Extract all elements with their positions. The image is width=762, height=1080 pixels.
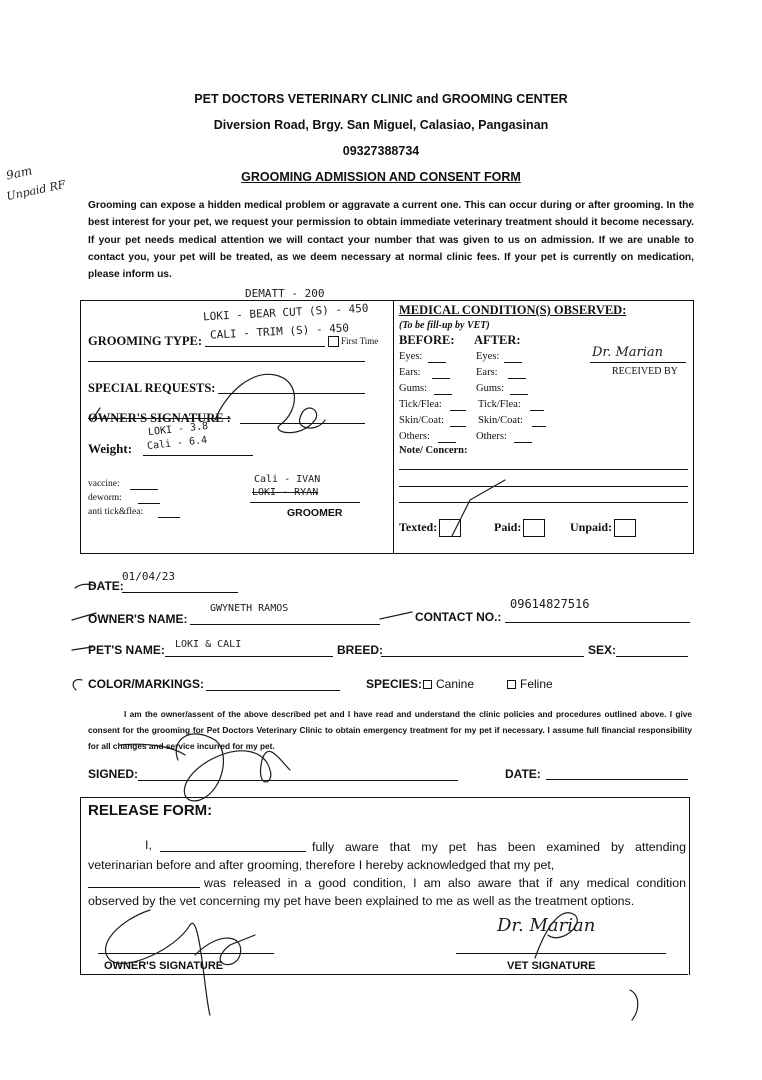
- release-vet-signature-label: VET SIGNATURE: [507, 960, 596, 972]
- intro-paragraph: Grooming can expose a hidden medical problem or aggravate a current one. This can occur during or after grooming. In the best interest for your pet, we request your permission to obtain immediate veterinary treatment should it become necessary. If your pet needs medical attention we will contact your number that was given to us on admission. If we are unable to contact you, your pet will be treated, as we deem necessary at normal clinic fees. If your pet is currently on medication, please inform us.: [88, 200, 694, 281]
- grooming-type-loki: LOKI - BEAR CUT (S) - 450: [202, 301, 369, 324]
- groomer-label: GROOMER: [287, 507, 343, 519]
- after-skin-coat: Skin/Coat:: [478, 415, 523, 426]
- before-ears: Ears:: [399, 367, 421, 378]
- clinic-address: Diversion Road, Brgy. San Miguel, Calasiao, Pangasinan: [213, 118, 549, 132]
- after-gums: Gums:: [476, 383, 505, 394]
- weight-label: Weight:: [88, 441, 133, 456]
- before-eyes: Eyes:: [399, 351, 423, 362]
- after-label: AFTER:: [474, 333, 521, 347]
- owner-name-label: OWNER'S NAME:: [88, 612, 188, 626]
- pet-name-label: PET'S NAME:: [88, 643, 165, 657]
- release-text-2: was released in a good condition, I am also aware that if any medical condition observed by the vet concerning my pet have been explained to me as well as the treatment options.: [88, 876, 686, 908]
- pet-name-value: LOKI & CALI: [175, 639, 242, 650]
- consent-paragraph: I am the owner/assent of the above described pet and I have read and understand the clinic policies and procedures outlined above. I give consent for the grooming for Pet Doctors Veterinary Clinic to obtain emergency treatment for my pet if necessary. I assume full financial responsibility for all changes and service incurred for my pet.: [88, 709, 692, 751]
- date-label: DATE:: [88, 579, 124, 593]
- texted-label: Texted:: [399, 519, 438, 534]
- before-label: BEFORE:: [399, 333, 455, 347]
- release-text-1: fully aware that my pet has been examined by attending veterinarian before and after grooming, therefore I hereby acknowledged that my pet,: [88, 840, 686, 872]
- special-requests-label: SPECIAL REQUESTS:: [88, 381, 216, 395]
- medical-title: MEDICAL CONDITION(S) OBSERVED:: [399, 303, 627, 317]
- canine-label: Canine: [436, 677, 475, 691]
- release-owner-signature-label: OWNER'S SIGNATURE: [104, 960, 224, 972]
- clinic-name: PET DOCTORS VETERINARY CLINIC and GROOMING CENTER: [194, 92, 568, 106]
- breed-label: BREED:: [337, 643, 384, 657]
- weight-loki: LOKI - 3.8: [147, 420, 209, 439]
- groomer-cali: Cali - IVAN: [254, 474, 321, 485]
- clinic-phone: 09327388734: [342, 144, 420, 158]
- grooming-type-cali: CALI - TRIM (S) - 450: [209, 321, 350, 342]
- date-value: 01/04/23: [122, 570, 175, 583]
- vet-handwritten-name: Dr. Marian: [497, 915, 596, 936]
- owner-signature-scribble: [215, 374, 325, 432]
- after-ears: Ears:: [476, 367, 498, 378]
- deworm-label: deworm:: [88, 493, 122, 503]
- feline-label: Feline: [520, 677, 553, 691]
- medical-subtitle: (To be fill-up by VET): [399, 320, 490, 331]
- release-i-label: I,: [145, 838, 152, 852]
- texted-check-mark: [452, 480, 505, 536]
- form-title: GROOMING ADMISSION AND CONSENT FORM: [241, 170, 521, 184]
- owner-signature-label: OWNER'S SIGNATURE :: [88, 411, 231, 425]
- unpaid-label: Unpaid:: [570, 519, 613, 534]
- vaccine-label: vaccine:: [88, 479, 120, 489]
- color-markings-label: COLOR/MARKINGS:: [88, 677, 204, 691]
- signed-date-label: DATE:: [505, 767, 541, 781]
- before-skin-coat: Skin/Coat:: [399, 415, 444, 426]
- before-others: Others:: [399, 431, 430, 442]
- signed-label: SIGNED:: [88, 767, 139, 781]
- grooming-type-label: GROOMING TYPE:: [88, 334, 203, 348]
- release-title: RELEASE FORM:: [88, 802, 213, 819]
- margin-note-status: Unpaid RF: [5, 177, 67, 204]
- contact-value: 09614827516: [510, 597, 590, 611]
- before-tick-flea: Tick/Flea:: [399, 399, 442, 410]
- grooming-type-dematt: DEMATT - 200: [245, 287, 325, 300]
- before-gums: Gums:: [399, 383, 428, 394]
- release-owner-signature: [106, 910, 255, 1015]
- first-time-label: First Time: [341, 336, 379, 346]
- species-label: SPECIES:: [366, 677, 423, 691]
- anti-tick-label: anti tick&flea:: [88, 507, 144, 517]
- after-tick-flea: Tick/Flea:: [478, 399, 521, 410]
- after-eyes: Eyes:: [476, 351, 500, 362]
- vet-name-handwritten: Dr. Marian: [592, 345, 664, 360]
- note-concern-label: Note/ Concern:: [399, 445, 468, 456]
- paid-label: Paid:: [494, 519, 522, 534]
- vet-signature-scribble: [535, 913, 577, 958]
- margin-note-time: 9am: [4, 163, 34, 183]
- signed-signature: [176, 734, 290, 801]
- groomer-loki: LOKI - RYAN: [252, 487, 319, 498]
- weight-cali: Cali - 6.4: [146, 434, 208, 453]
- sex-label: SEX:: [588, 643, 617, 657]
- contact-label: CONTACT NO.:: [415, 610, 502, 624]
- received-by-label: RECEIVED BY: [612, 366, 678, 377]
- after-others: Others:: [476, 431, 507, 442]
- owner-name-value: GWYNETH RAMOS: [210, 603, 289, 614]
